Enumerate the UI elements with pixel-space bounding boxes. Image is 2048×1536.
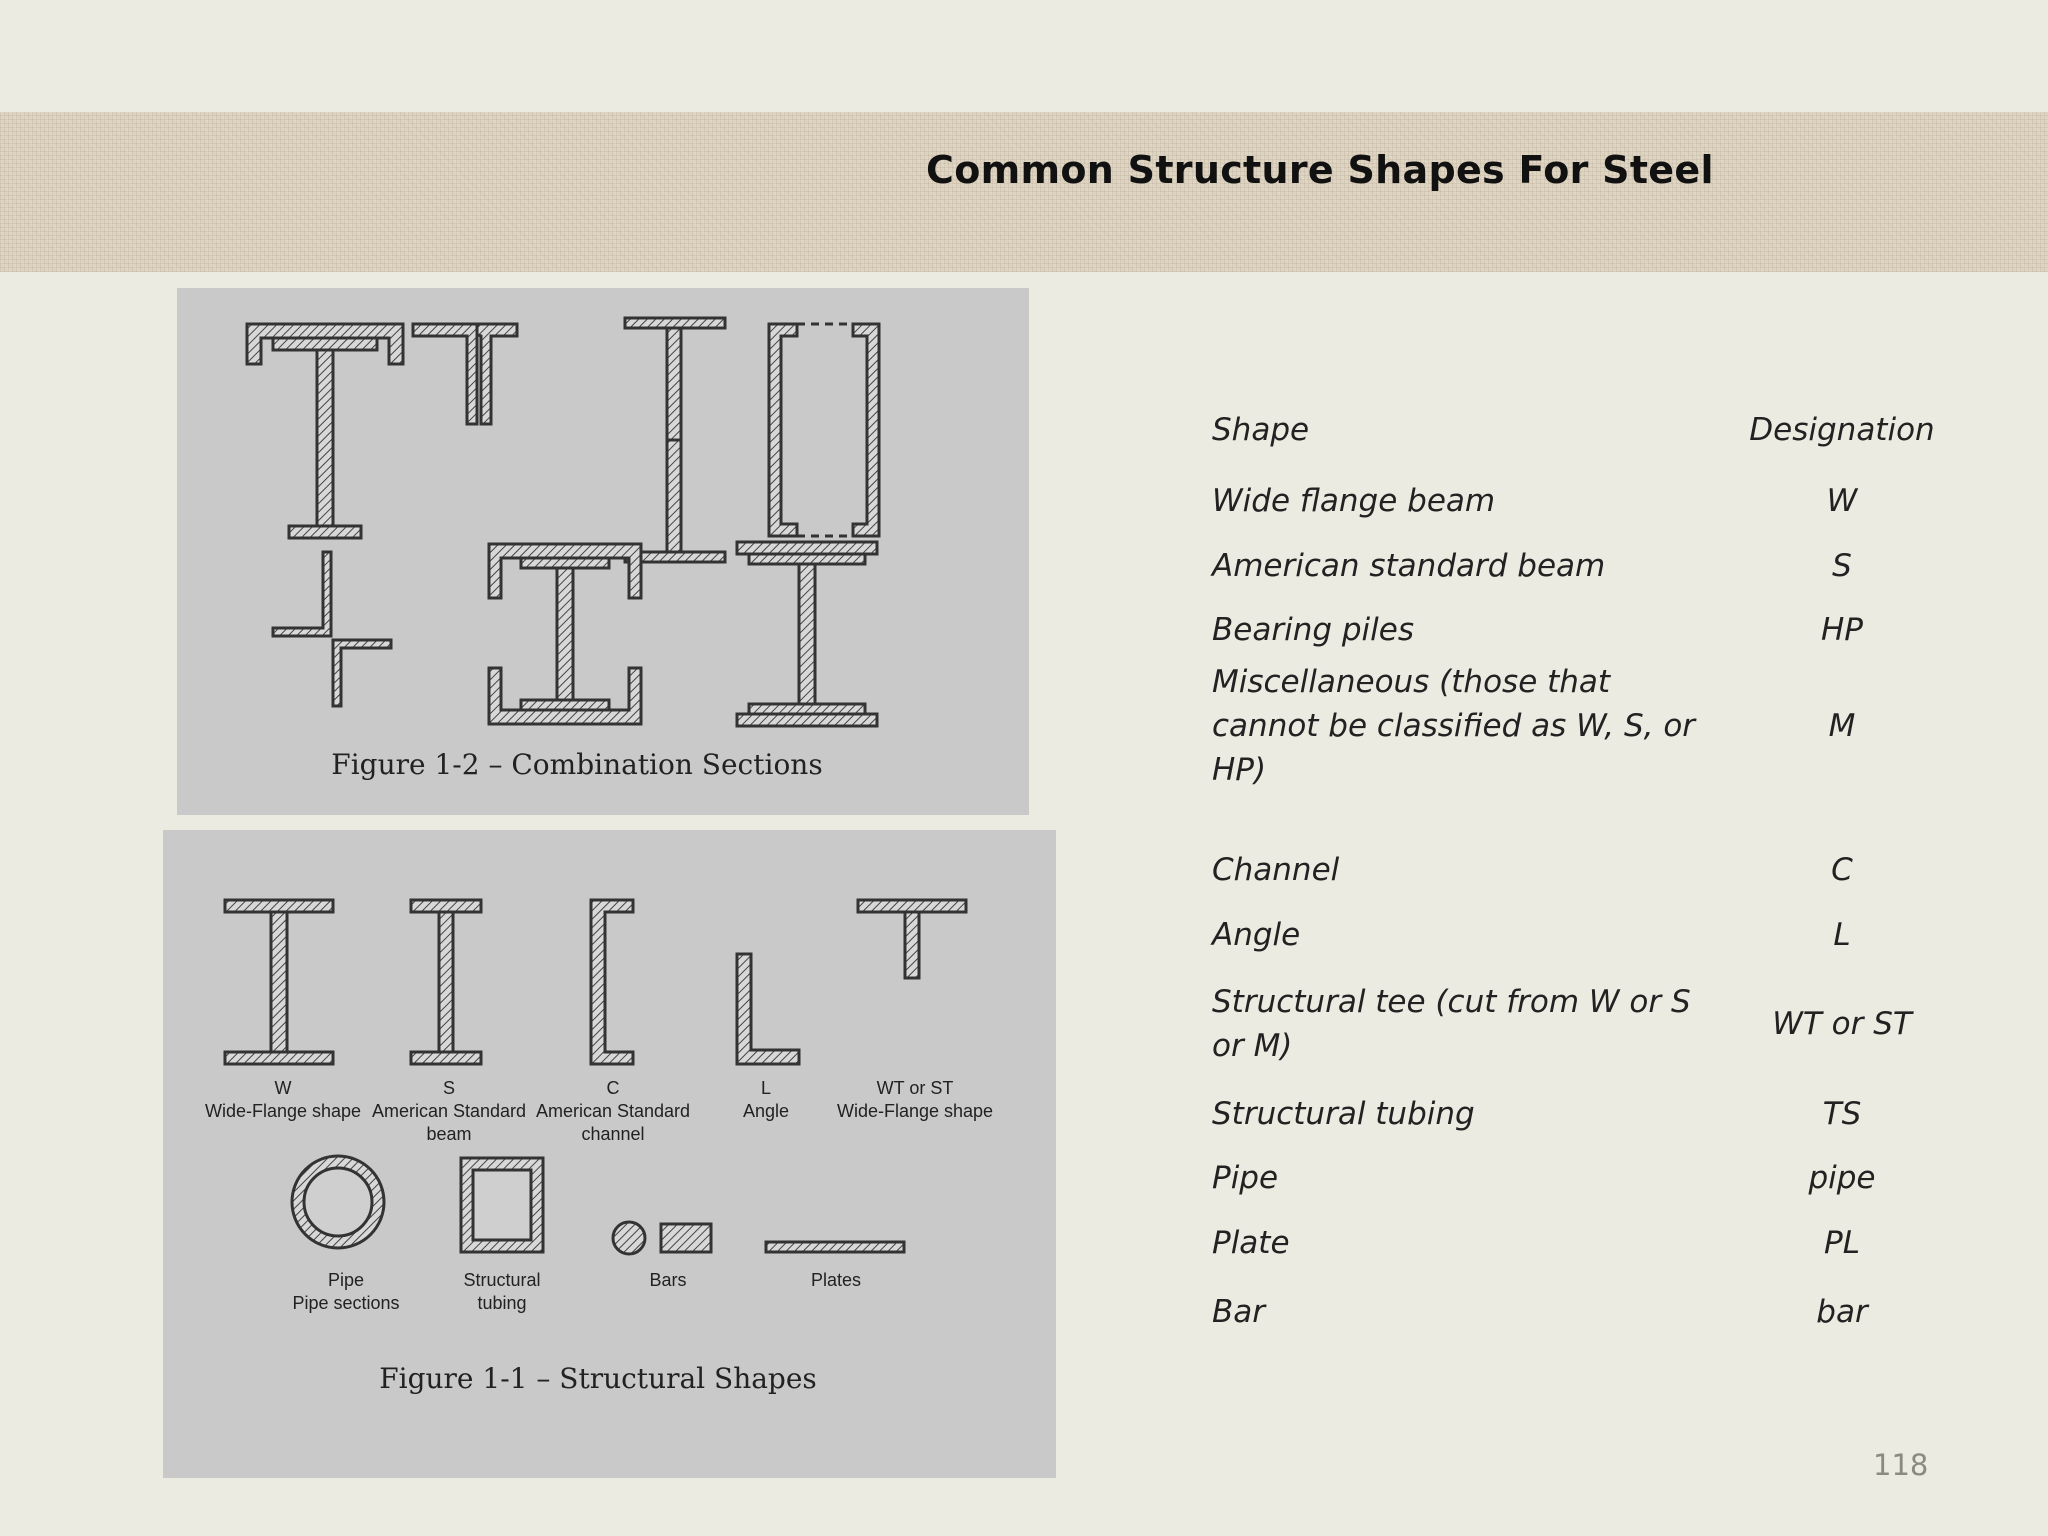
row-designation: HP (1820, 612, 1863, 648)
row-shape: Bar (1212, 1294, 1266, 1330)
w-shape (225, 900, 333, 1064)
l-code-label: L (760, 1078, 772, 1098)
header-shape: Shape (1212, 412, 1310, 448)
combo-star-angle-bottom (333, 640, 391, 706)
pipe-label-2: Pipe sections (292, 1293, 400, 1313)
row-designation: TS (1822, 1096, 1862, 1132)
structural-shapes-drawing (163, 830, 1056, 1478)
slide-title: Common Structure Shapes For Steel (926, 148, 1714, 192)
row-shape: Angle (1212, 917, 1301, 953)
row-shape-line: cannot be classified as W, S, or (1212, 708, 1696, 744)
s-name-label-1: American Standard (371, 1101, 527, 1121)
combo-w-top-flange (273, 338, 377, 350)
row-designation: WT or ST (1772, 1006, 1912, 1042)
row-shape-line: HP) (1212, 752, 1267, 788)
tubing-label-2: tubing (477, 1293, 527, 1313)
combo-star-angle-top (273, 552, 331, 636)
combo-beam-web (557, 568, 573, 700)
s-shape (411, 900, 481, 1064)
row-shape: Plate (1212, 1225, 1290, 1261)
combo-tee-web-bottom (667, 440, 681, 552)
wt-code-label: WT or ST (876, 1078, 954, 1098)
row-shape (1212, 660, 1732, 792)
combo-double-angle-left (413, 324, 477, 424)
w-name-label: Wide-Flange shape (204, 1101, 362, 1121)
header-designation: Designation (1749, 412, 1935, 448)
row-shape: Bearing piles (1212, 612, 1414, 648)
title-banner (0, 112, 2048, 272)
c-code-label: C (606, 1078, 620, 1098)
figure-combination-sections (177, 288, 1029, 815)
wt-shape (858, 900, 966, 978)
tubing-label-1: Structural (463, 1270, 541, 1290)
combo-w-bottom-flange (289, 526, 361, 538)
page-number: 118 (1873, 1448, 1929, 1482)
s-name-label-2: beam (426, 1124, 472, 1144)
c-shape (591, 900, 633, 1064)
figure-bottom-caption: Figure 1-1 – Structural Shapes (379, 1362, 817, 1395)
row-designation: W (1826, 483, 1858, 519)
combo-laced-channel-left (769, 324, 797, 536)
s-code-label: S (442, 1078, 456, 1098)
plates-label: Plates (810, 1270, 862, 1290)
combo-cover-plate-bottom (737, 714, 877, 726)
row-designation: bar (1816, 1294, 1868, 1330)
row-designation: PL (1824, 1225, 1860, 1261)
combo-laced-channel-right (853, 324, 879, 536)
combo-cover-plate-top (737, 542, 877, 554)
combo-w-web (317, 350, 333, 526)
combo-tee-web-top (667, 328, 681, 440)
row-designation: pipe (1808, 1160, 1876, 1196)
figure-top-caption: Figure 1-2 – Combination Sections (331, 748, 823, 781)
pipe-shape (292, 1156, 384, 1248)
combination-sections-drawing (177, 288, 1029, 815)
square-bar-shape (661, 1224, 711, 1252)
row-shape: Wide flange beam (1212, 483, 1496, 519)
combo-double-angle-right (445, 324, 517, 424)
row-shape-line: or M) (1212, 1028, 1293, 1064)
row-shape-line: Miscellaneous (those that (1212, 664, 1611, 700)
l-shape (737, 954, 799, 1064)
row-designation: M (1828, 708, 1856, 744)
row-shape: Structural tubing (1212, 1096, 1475, 1132)
row-designation: C (1831, 852, 1853, 888)
c-name-label-1: American Standard (535, 1101, 691, 1121)
combo-plated-beam-web (799, 564, 815, 704)
c-name-label-2: channel (581, 1124, 645, 1144)
l-name-label: Angle (742, 1101, 790, 1121)
figure-structural-shapes (163, 830, 1056, 1478)
row-designation: L (1833, 917, 1851, 953)
row-designation: S (1832, 548, 1852, 584)
plate-shape (766, 1242, 904, 1252)
row-shape: Pipe (1212, 1160, 1279, 1196)
row-shape (1212, 980, 1732, 1068)
tubing-shape (461, 1158, 543, 1252)
row-shape: Channel (1212, 852, 1340, 888)
row-shape: American standard beam (1212, 548, 1606, 584)
bars-label: Bars (649, 1270, 687, 1290)
round-bar-shape (613, 1222, 645, 1254)
pipe-label-1: Pipe (327, 1270, 365, 1290)
w-code-label: W (274, 1078, 292, 1098)
row-shape-line: Structural tee (cut from W or S (1212, 984, 1691, 1020)
wt-name-label: Wide-Flange shape (836, 1101, 994, 1121)
